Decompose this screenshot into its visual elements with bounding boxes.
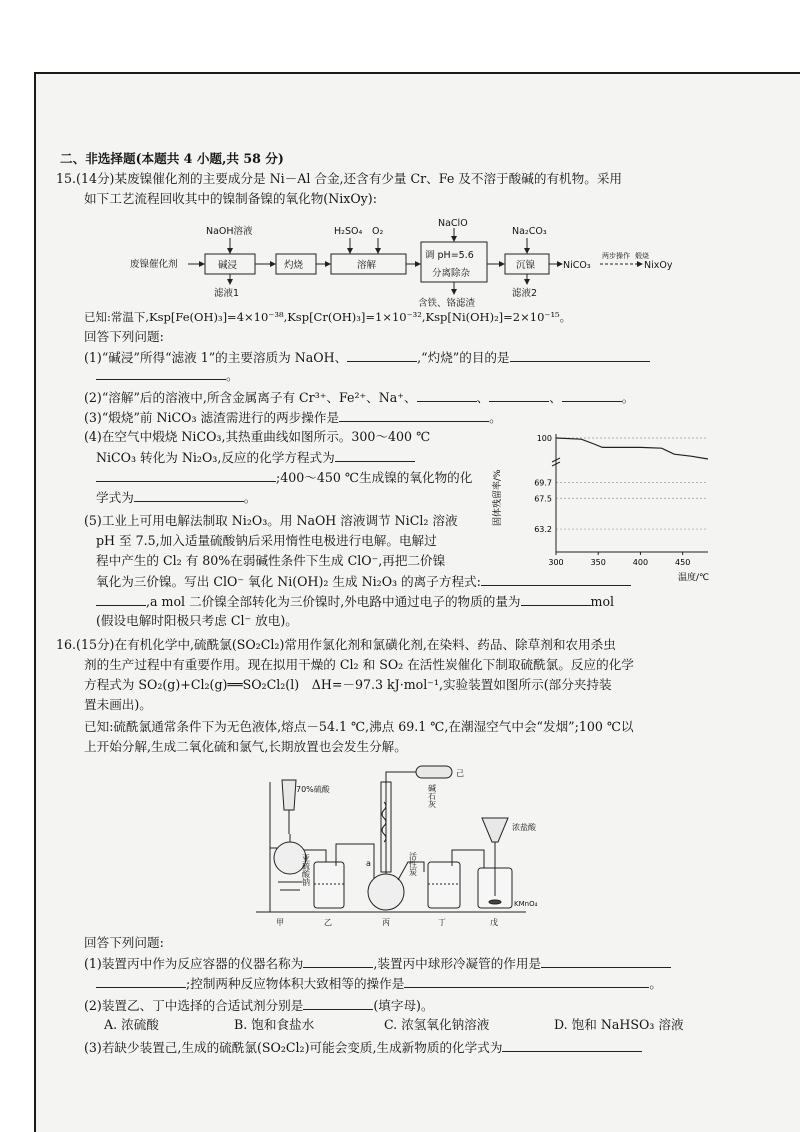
q15-p1-blank-3[interactable]: [96, 366, 226, 380]
section-title: 二、非选择题(本题共 4 小题,共 58 分): [60, 151, 284, 166]
process-flow-diagram: [130, 220, 690, 310]
q16-intro-4: 置未画出)。: [84, 697, 152, 712]
q15-part-5-g: (假设电解时阳极只考虑 Cl⁻ 放电)。: [96, 613, 298, 628]
q15-part-1-cont: [96, 366, 239, 385]
q16-p2-text: (2)装置乙、丁中选择的合适试剂分别是: [84, 998, 304, 1013]
q16-p1-blank-4[interactable]: [404, 974, 649, 988]
label-ji: 己: [456, 769, 464, 778]
flow-r1-top: NaOH溶液: [206, 226, 253, 237]
flow-b5-label: 沉镍: [516, 260, 536, 271]
label-bing: 丙: [382, 918, 390, 927]
q15-part-4-c: [96, 468, 472, 487]
q15-part-5-e: [96, 592, 614, 611]
chart-grid: [556, 438, 708, 529]
q15-p2-sep-2: 、: [549, 390, 562, 405]
q15-part-4-d: [96, 488, 256, 507]
q16-p2-end: (填字母)。: [373, 998, 434, 1013]
q15-p1-blank-2[interactable]: [510, 348, 650, 362]
label-lime: 碱石灰: [427, 784, 437, 808]
flow-r4-bot: 含铁、铬滤渣: [418, 298, 476, 309]
q15-part-5-b: pH 至 7.5,加入适量硫酸钠后采用惰性电极进行电解。电解过: [96, 533, 437, 548]
chart-xtick-label: 400: [632, 558, 649, 567]
label-yi: 乙: [324, 918, 332, 927]
chart-ytick-label: 100: [536, 434, 552, 443]
chart-ytick-label: 63.2: [534, 525, 552, 535]
q16-p1-text-c: ;控制两种反应物体积大致相等的操作是: [186, 976, 405, 991]
flow-b2-label: 灼烧: [284, 260, 304, 271]
q16-known-2: 上开始分解,生成二氧化硫和氯气,长期放置也会发生分解。: [84, 739, 407, 754]
q15-part-4-a: (4)在空气中煅烧 NiCO₃,其热重曲线如图所示。300～400 ℃: [84, 429, 431, 444]
flow-end: NixOy: [644, 260, 673, 271]
q15-p2-blank-1[interactable]: [417, 388, 477, 402]
flow-r4-top: NaClO: [438, 218, 468, 229]
label-sulfite: 亚硫酸钠: [301, 854, 311, 886]
flow-b4a-label: 调 pH=5.6: [425, 250, 474, 261]
q16-p3-text: (3)若缺少装置己,生成的硫酰氯(SO₂Cl₂)可能会变质,生成新物质的化学式为: [84, 1040, 503, 1055]
q16-answer-prompt: 回答下列问题:: [84, 935, 164, 950]
q16-part-1-a: [84, 954, 671, 973]
q16-part-3: [84, 1038, 642, 1057]
chart-ylabel: 固体残留率/%: [493, 469, 503, 526]
label-jia: 甲: [276, 918, 284, 927]
label-hcl: 浓盐酸: [512, 823, 536, 832]
q16-p1-text-a: (1)装置丙中作为反应容器的仪器名称为: [84, 956, 304, 971]
flow-b3-label: 溶解: [357, 260, 377, 271]
q16-intro-3: 方程式为 SO₂(g)+Cl₂(g)══SO₂Cl₂(l) ΔH=－97.3 kJ·mol⁻¹,实验装置如图所示(部分夹持装: [84, 677, 612, 692]
flow-start: 废镍催化剂: [130, 259, 178, 270]
q16-intro-2: 剂的生产过程中有重要作用。现在拟用干燥的 Cl₂ 和 SO₂ 在活性炭催化下制取硫酰氯。反应的化学: [84, 657, 634, 672]
q16-part-2: [84, 996, 434, 1015]
q15-p1-text-a: (1)“碱浸”所得“滤液 1”的主要溶质为 NaOH、: [84, 350, 348, 365]
chart-xtick-label: 350: [590, 558, 606, 567]
q15-part-1: [84, 348, 650, 367]
apparatus-diagram: [256, 762, 556, 930]
flow-b4b-label: 分离除杂: [432, 268, 471, 279]
q15-part-4-b: [96, 448, 415, 467]
q16-p1-blank-2[interactable]: [541, 954, 671, 968]
q15-p2-blank-2[interactable]: [489, 388, 549, 402]
label-wu: 戊: [490, 918, 498, 927]
q15-intro-2: 如下工艺流程回收其中的镍制备镍的氧化物(NixOy):: [84, 191, 377, 206]
q15-p4-blank-1[interactable]: [335, 448, 415, 462]
q15-answer-prompt: 回答下列问题:: [84, 329, 164, 344]
q16-options: [104, 1016, 714, 1034]
q15-p2-sep-1: 、: [476, 390, 490, 405]
q15-part-3: [84, 408, 502, 427]
chart-xtick-label: 300: [548, 558, 564, 567]
q15-p4-blank-2[interactable]: [96, 468, 276, 482]
label-kmno4: KMnO₄: [514, 900, 538, 908]
q15-part-5-c: 程中产生的 Cl₂ 有 80%在弱碱性条件下生成 ClO⁻,再把二价镍: [96, 553, 446, 568]
q15-p1-text-c: 。: [226, 368, 239, 383]
chart-series-line: [556, 438, 708, 459]
q15-p2-end: 。: [621, 390, 635, 405]
label-a: a: [366, 859, 371, 868]
q15-p3-blank[interactable]: [339, 408, 489, 422]
q16-p3-blank[interactable]: [502, 1038, 642, 1052]
q16-option-a[interactable]: A. 浓硫酸: [104, 1017, 159, 1032]
q16-p2-blank[interactable]: [303, 996, 373, 1010]
q16-option-c[interactable]: C. 浓氢氧化钠溶液: [384, 1017, 490, 1032]
chart-xtick-label: 450: [675, 558, 691, 567]
q15-p4-text-c: ;400～450 ℃生成镍的氧化物的化: [276, 470, 473, 485]
chart-xlabel: 温度/℃: [678, 573, 710, 583]
flow-p6: NiCO₃: [563, 260, 591, 271]
q16-part-1-b: [96, 974, 662, 993]
q15-part-2: [84, 388, 634, 407]
flow-r5-bot: 滤液2: [512, 288, 538, 299]
flow-r1-bot: 滤液1: [214, 288, 240, 299]
q16-p1-blank-3[interactable]: [96, 974, 186, 988]
flow-r3-top1: H₂SO₄: [334, 226, 363, 237]
q16-p1-text-b: ,装置丙中球形冷凝管的作用是: [373, 956, 542, 971]
q15-p5-text-e: ,a mol 二价镍全部转化为三价镍时,外电路中通过电子的物质的量为: [146, 594, 521, 609]
q15-p4-text-b: NiCO₃ 转化为 Ni₂O₃,反应的化学方程式为: [96, 450, 335, 465]
q15-p5-text-d: 氧化为三价镍。写出 ClO⁻ 氧化 Ni(OH)₂ 生成 Ni₂O₃ 的离子方程式:: [96, 574, 481, 589]
q16-p1-end: 。: [649, 976, 662, 991]
q16-intro-1: 16.(15分)在有机化学中,硫酰氯(SO₂Cl₂)常用作氯化剂和氯磺化剂,在染料、药品、除草剂和农用杀虫: [56, 637, 616, 652]
tga-chart: [493, 426, 722, 584]
q16-option-b[interactable]: B. 饱和食盐水: [234, 1017, 315, 1032]
q15-p4-end: 。: [243, 490, 257, 505]
flow-step: 两步操作: [602, 252, 630, 260]
q16-p1-blank-1[interactable]: [303, 954, 373, 968]
q15-p3-end: 。: [489, 410, 502, 425]
q15-known: 已知:常温下,Ksp[Fe(OH)₃]=4×10⁻³⁸,Ksp[Cr(OH)₃]=1×10⁻³²,Ksp[Ni(OH)₂]=2×10⁻¹⁵。: [84, 310, 572, 324]
flow-r5-top: Na₂CO₃: [512, 226, 547, 237]
q15-p5-unit: mol: [590, 594, 615, 609]
q15-p5-blank-2[interactable]: [96, 592, 146, 606]
q15-part-5-a: (5)工业上可用电解法制取 Ni₂O₃。用 NaOH 溶液调节 NiCl₂ 溶液: [84, 513, 458, 528]
q16-option-d[interactable]: D. 饱和 NaHSO₃ 溶液: [554, 1017, 684, 1032]
q15-p3-text: (3)“煅烧”前 NiCO₃ 滤渣需进行的两步操作是: [84, 410, 340, 425]
chart-axes: [534, 434, 708, 567]
flow-r3-top2: O₂: [372, 226, 384, 237]
flow-b1-label: 碱浸: [218, 260, 238, 271]
q15-p2-text-a: (2)“溶解”后的溶液中,所含金属离子有 Cr³⁺、Fe²⁺、Na⁺、: [84, 390, 417, 405]
q15-p5-blank-3[interactable]: [521, 592, 591, 606]
q15-p4-text-d: 学式为: [96, 490, 134, 505]
flow-calc: 煅烧: [635, 252, 649, 260]
label-acid: 70%硫酸: [296, 785, 330, 794]
chart-ytick-label: 67.5: [534, 494, 552, 504]
q15-p1-text-b: ,“灼烧”的目的是: [417, 350, 510, 365]
q15-p4-blank-3[interactable]: [134, 488, 244, 502]
chart-ytick-label: 69.7: [534, 478, 552, 488]
q15-intro-1: 15.(14分)某废镍催化剂的主要成分是 Ni－Al 合金,还含有少量 Cr、Fe 及不溶于酸碱的有机物。采用: [56, 171, 623, 186]
q15-p1-blank-1[interactable]: [347, 348, 417, 362]
q16-known-1: 已知:硫酰氯通常条件下为无色液体,熔点－54.1 ℃,沸点 69.1 ℃,在潮湿空气中会“发烟”;100 ℃以: [84, 719, 634, 734]
label-carbon: 活性炭: [408, 852, 418, 876]
label-ding: 丁: [438, 918, 446, 927]
q15-p2-blank-3[interactable]: [562, 388, 622, 402]
